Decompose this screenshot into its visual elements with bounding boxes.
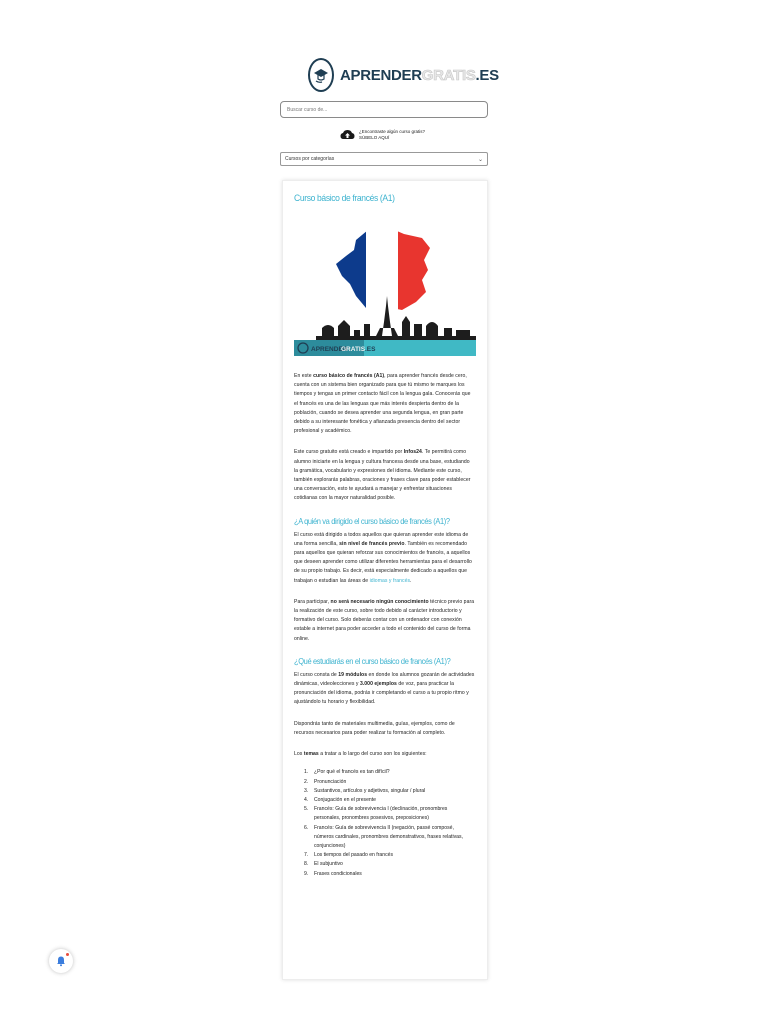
topic-item [304,860,475,869]
topic-text: Conjugación en el presente [314,796,377,803]
upload-course-link[interactable] [340,126,460,144]
bold-text: no será necesario ningún conocimiento [330,598,429,605]
france-flag-map [334,226,432,318]
text: en donde los alumnos gozarán de actividades dinámicas, videolecciones y [294,671,475,688]
topic-text: Pronunciación [314,778,347,785]
topic-text: ¿Por qué el francés es tan difícil? [314,769,390,776]
topic-number: 1. [304,769,309,776]
logo-main: APRENDER [340,66,422,84]
bell-icon [55,955,67,967]
text: . [410,577,412,584]
topic-item [304,851,475,860]
text: . También es recomendado para aquellos que quieran reforzar sus conocimientos de francés, a aquellos que deseen aprender como utilizar diferentes herramientas para el desarrollo de su propio trabajo. Es decir, está especialmente dedicado a aquellos que trabajan o estudian las áreas de [294,540,472,584]
topics-intro [294,750,475,759]
logo-suffix: .ES [475,66,499,84]
topic-number: 7. [304,852,309,859]
chevron-down-icon: ⌄ [477,156,483,163]
graduation-hand-icon [308,58,334,92]
bold-text: temas [303,751,319,758]
bold-text: sin nivel de francés previo [339,540,405,547]
text: El curso está dirigido a todos aquellos que quieran aprender este idioma de una forma sencilla, [294,531,469,547]
topic-text: Francés: Guía de sobrevivencia I (declinación, pronombres personales, pronombres posesivos, preposiciones) [314,806,448,822]
hero-image [294,218,476,360]
logo-text [340,67,499,84]
cloud-upload-icon [340,129,355,141]
topic-number: 3. [304,787,309,794]
intro-paragraph [294,372,475,436]
topic-item [304,778,475,787]
text: a tratar a lo largo del curso son los siguientes: [318,751,427,758]
text: En este [294,373,314,379]
audience-paragraph [294,531,475,586]
resources-paragraph: Dispondrás tanto de materiales multimedia, guías, ejemplos, como de recursos necesarios para poder realizar tu formación al completo. [294,720,455,736]
text: Los [294,751,304,758]
category-selected: Cursos por categorías [285,156,335,162]
text: , para aprender francés desde cero, cuenta con un sistema bien organizado para que tú mismo te marques los tiempos y tengas un primer contacto fácil con la lengua gala. Conocerás que el francés es una de las lenguas que más interés despierta dentro de la población, cuando se desea aprender una segunda lengua, en gran parte debido a su interesante fonética y afianzada presencia dentro del sector profesional y académico. [294,373,471,435]
modules-paragraph [294,671,475,708]
topic-text: Francés: Guía de sobrevivencia II (negación, passé composé, números cardinales, pronombres demonstrativos, frases relativas, conjunciones) [314,824,463,849]
text: de voz, para practicar la pronunciación del idioma, podrás ir completando el curso a tu propio ritmo y ajustándolo tu horario y flexibilidad. [294,681,469,706]
search-placeholder: Buscar curso de... [287,106,328,113]
category-select[interactable] [280,152,488,166]
text: técnico previo para la realización de este curso, sobre todo debido al carácter introductorio y formativo del curso. Solo deberás contar con un ordenador con conexión estable a internet para poder acceder a todo el contenido del curso de forma online. [294,598,475,642]
search-input[interactable] [280,101,488,118]
bold-text: 3.000 ejemplos [359,681,397,688]
hero-brand-accent: GRATIS [341,346,366,353]
hero-brand-main: APRENDER [311,346,348,353]
text: . Te permitirá como alumno iniciarte en la lengua y cultura francesa desde una base, estudiando la gramática, vocabulario y expresiones del idioma. Mediante este curso, también explorarás palabras, oraciones y frases clave para poder establecer una conversación, esto te ayudará a manejar y enfrentar situaciones cotidianas con la mayor naturalidad posible. [294,449,471,502]
topic-item [304,870,475,879]
topic-text: El subjuntivo [314,861,343,868]
site-logo[interactable] [308,58,499,92]
audience-heading: ¿A quién va dirigido el curso básico de francés (A1)? [294,515,450,526]
languages-link[interactable]: idiomas y francés [369,577,411,584]
topic-number: 5. [304,806,309,813]
topic-number: 2. [304,778,309,785]
topic-text: Sustantivos, artículos y adjetivos, singular / plural [314,787,426,794]
topic-item [304,796,475,805]
hero-brand-suffix: .ES [365,346,376,353]
upload-question: ¿Encontraste algún curso gratis? [359,129,426,134]
content-heading: ¿Qué estudiarás en el curso básico de francés (A1)? [294,655,451,666]
topic-text: Frases condicionales [314,870,362,877]
topic-number: 4. [304,796,309,803]
article-card [282,180,488,980]
text: Para participar, [294,598,331,605]
topic-item [304,768,475,777]
bold-text: curso básico de francés (A1) [313,373,385,379]
logo-accent: GRATIS [421,66,476,84]
bold-text: 19 módulos [338,671,368,678]
notification-dot [66,953,69,956]
topic-number: 9. [304,870,309,877]
topic-item [304,787,475,796]
topic-text: Los tiempos del pasado en francés [314,852,394,859]
requirements-paragraph [294,598,475,644]
text: Este curso gratuito está creado e impartido por [294,449,404,456]
topic-item [304,824,475,852]
article-title[interactable]: Curso básico de francés (A1) [294,193,395,204]
notification-bell-button[interactable] [49,949,73,973]
text: El curso consta de [294,671,339,678]
upload-text [359,129,425,141]
topic-number: 8. [304,861,309,868]
author-paragraph [294,448,475,503]
upload-cta: SÚBELO AQUÍ [359,135,390,140]
topics-list [294,768,475,878]
bold-text: Infos24 [403,449,422,456]
topic-number: 6. [304,824,309,831]
topic-item [304,805,475,823]
